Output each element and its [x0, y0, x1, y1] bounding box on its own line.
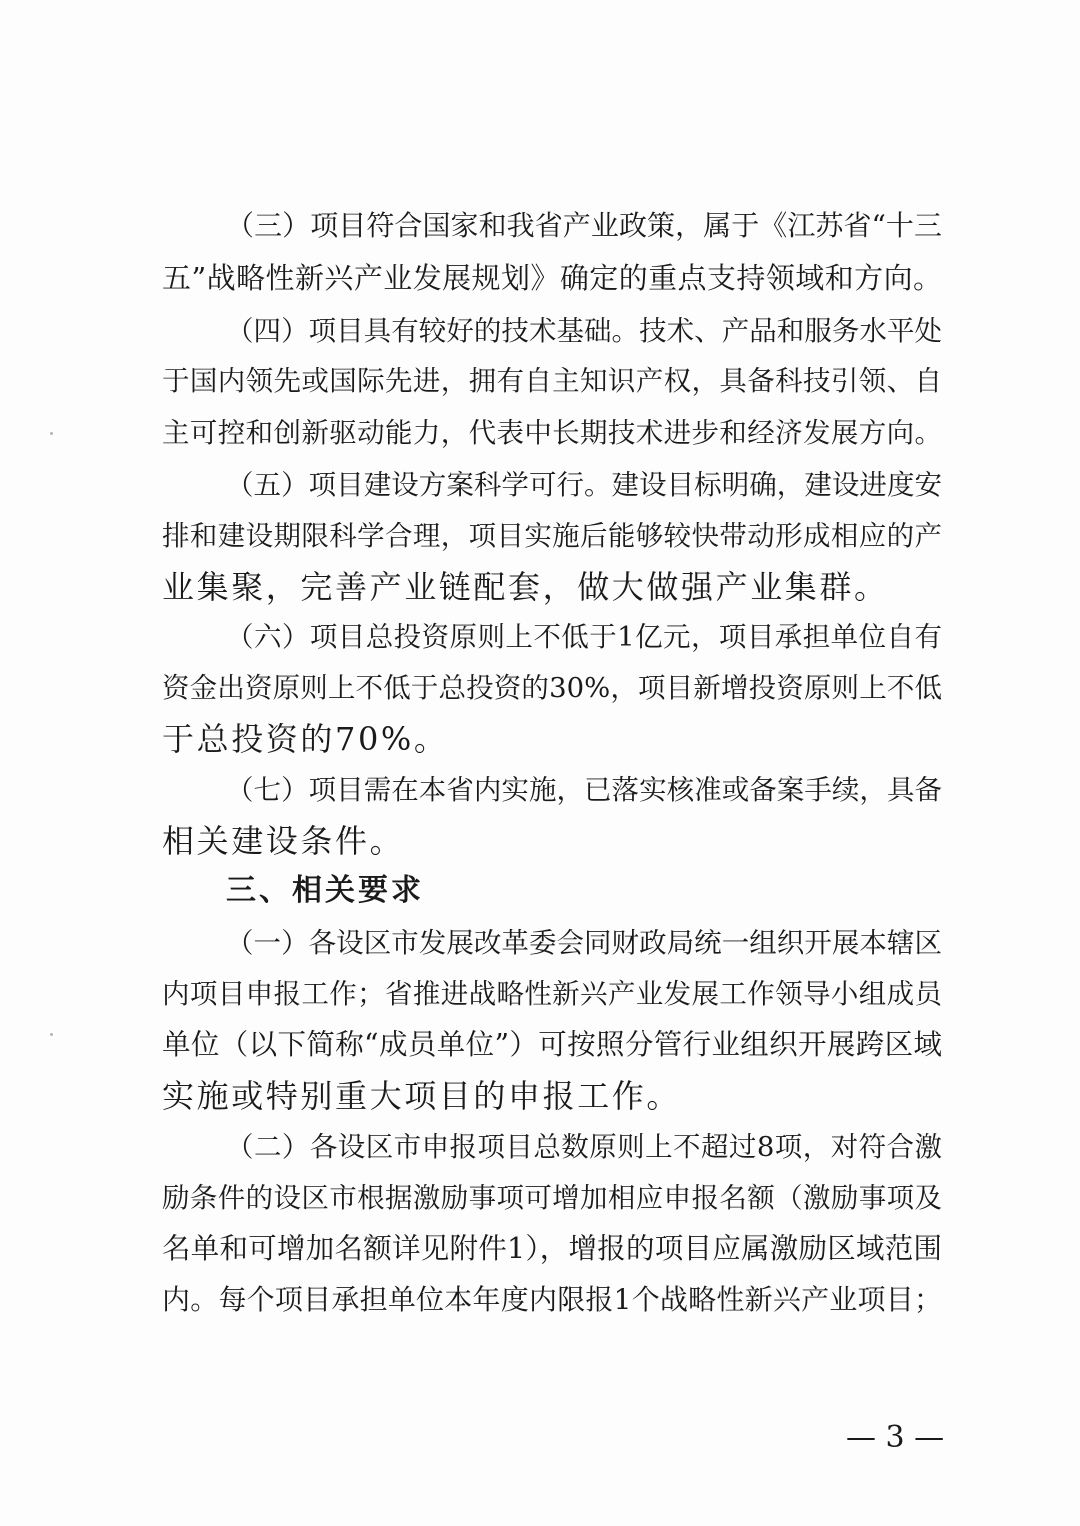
paragraph-line: 资金出资原则上不低于总投资的30%，项目新增投资原则上不低: [162, 672, 942, 704]
page-number: — 3 —: [846, 1420, 945, 1455]
paragraph-line: （三）项目符合国家和我省产业政策，属于《江苏省“十三: [226, 209, 942, 242]
paragraph-line: 主可控和创新驱动能力，代表中长期技术进步和经济发展方向。: [162, 417, 942, 449]
paragraph-line: 实施或特别重大项目的申报工作。: [162, 1077, 682, 1115]
paragraph-line: 五”战略性新兴产业发展规划》确定的重点支持领域和方向。: [162, 261, 942, 295]
paragraph-line: 于总投资的70%。: [162, 720, 449, 758]
paragraph-line: （四）项目具有较好的技术基础。技术、产品和服务水平处: [226, 315, 942, 347]
paragraph-line: 于国内领先或国际先进，拥有自主知识产权，具备科技引领、自: [162, 365, 942, 397]
paragraph-line: 相关建设条件。: [162, 822, 405, 860]
margin-mark: [50, 432, 53, 435]
paragraph-line: （一）各设区市发展改革委会同财政局统一组织开展本辖区: [226, 927, 942, 959]
paragraph-line: 业集聚，完善产业链配套，做大做强产业集群。: [162, 568, 889, 606]
paragraph-line: （七）项目需在本省内实施，已落实核准或备案手续，具备: [226, 774, 942, 806]
paragraph-line: 名单和可增加名额详见附件1），增报的项目应属激励区域范围: [162, 1232, 942, 1265]
paragraph-line: 排和建设期限科学合理，项目实施后能够较快带动形成相应的产: [162, 520, 942, 552]
paragraph-line: 单位（以下简称“成员单位”）可按照分管行业组织开展跨区域: [162, 1028, 942, 1061]
paragraph-line: 内项目申报工作；省推进战略性新兴产业发展工作领导小组成员: [162, 978, 942, 1010]
paragraph-line: 励条件的设区市根据激励事项可增加相应申报名额（激励事项及: [162, 1182, 942, 1214]
paragraph-line: （五）项目建设方案科学可行。建设目标明确，建设进度安: [226, 469, 942, 501]
paragraph-line: 内。每个项目承担单位本年度内限报1个战略性新兴产业项目；: [162, 1283, 942, 1316]
section-heading: 三、相关要求: [226, 873, 424, 908]
paragraph-line: （二）各设区市申报项目总数原则上不超过8项，对符合激: [226, 1131, 942, 1163]
margin-mark: [50, 1033, 53, 1036]
paragraph-line: （六）项目总投资原则上不低于1亿元，项目承担单位自有: [226, 621, 942, 653]
